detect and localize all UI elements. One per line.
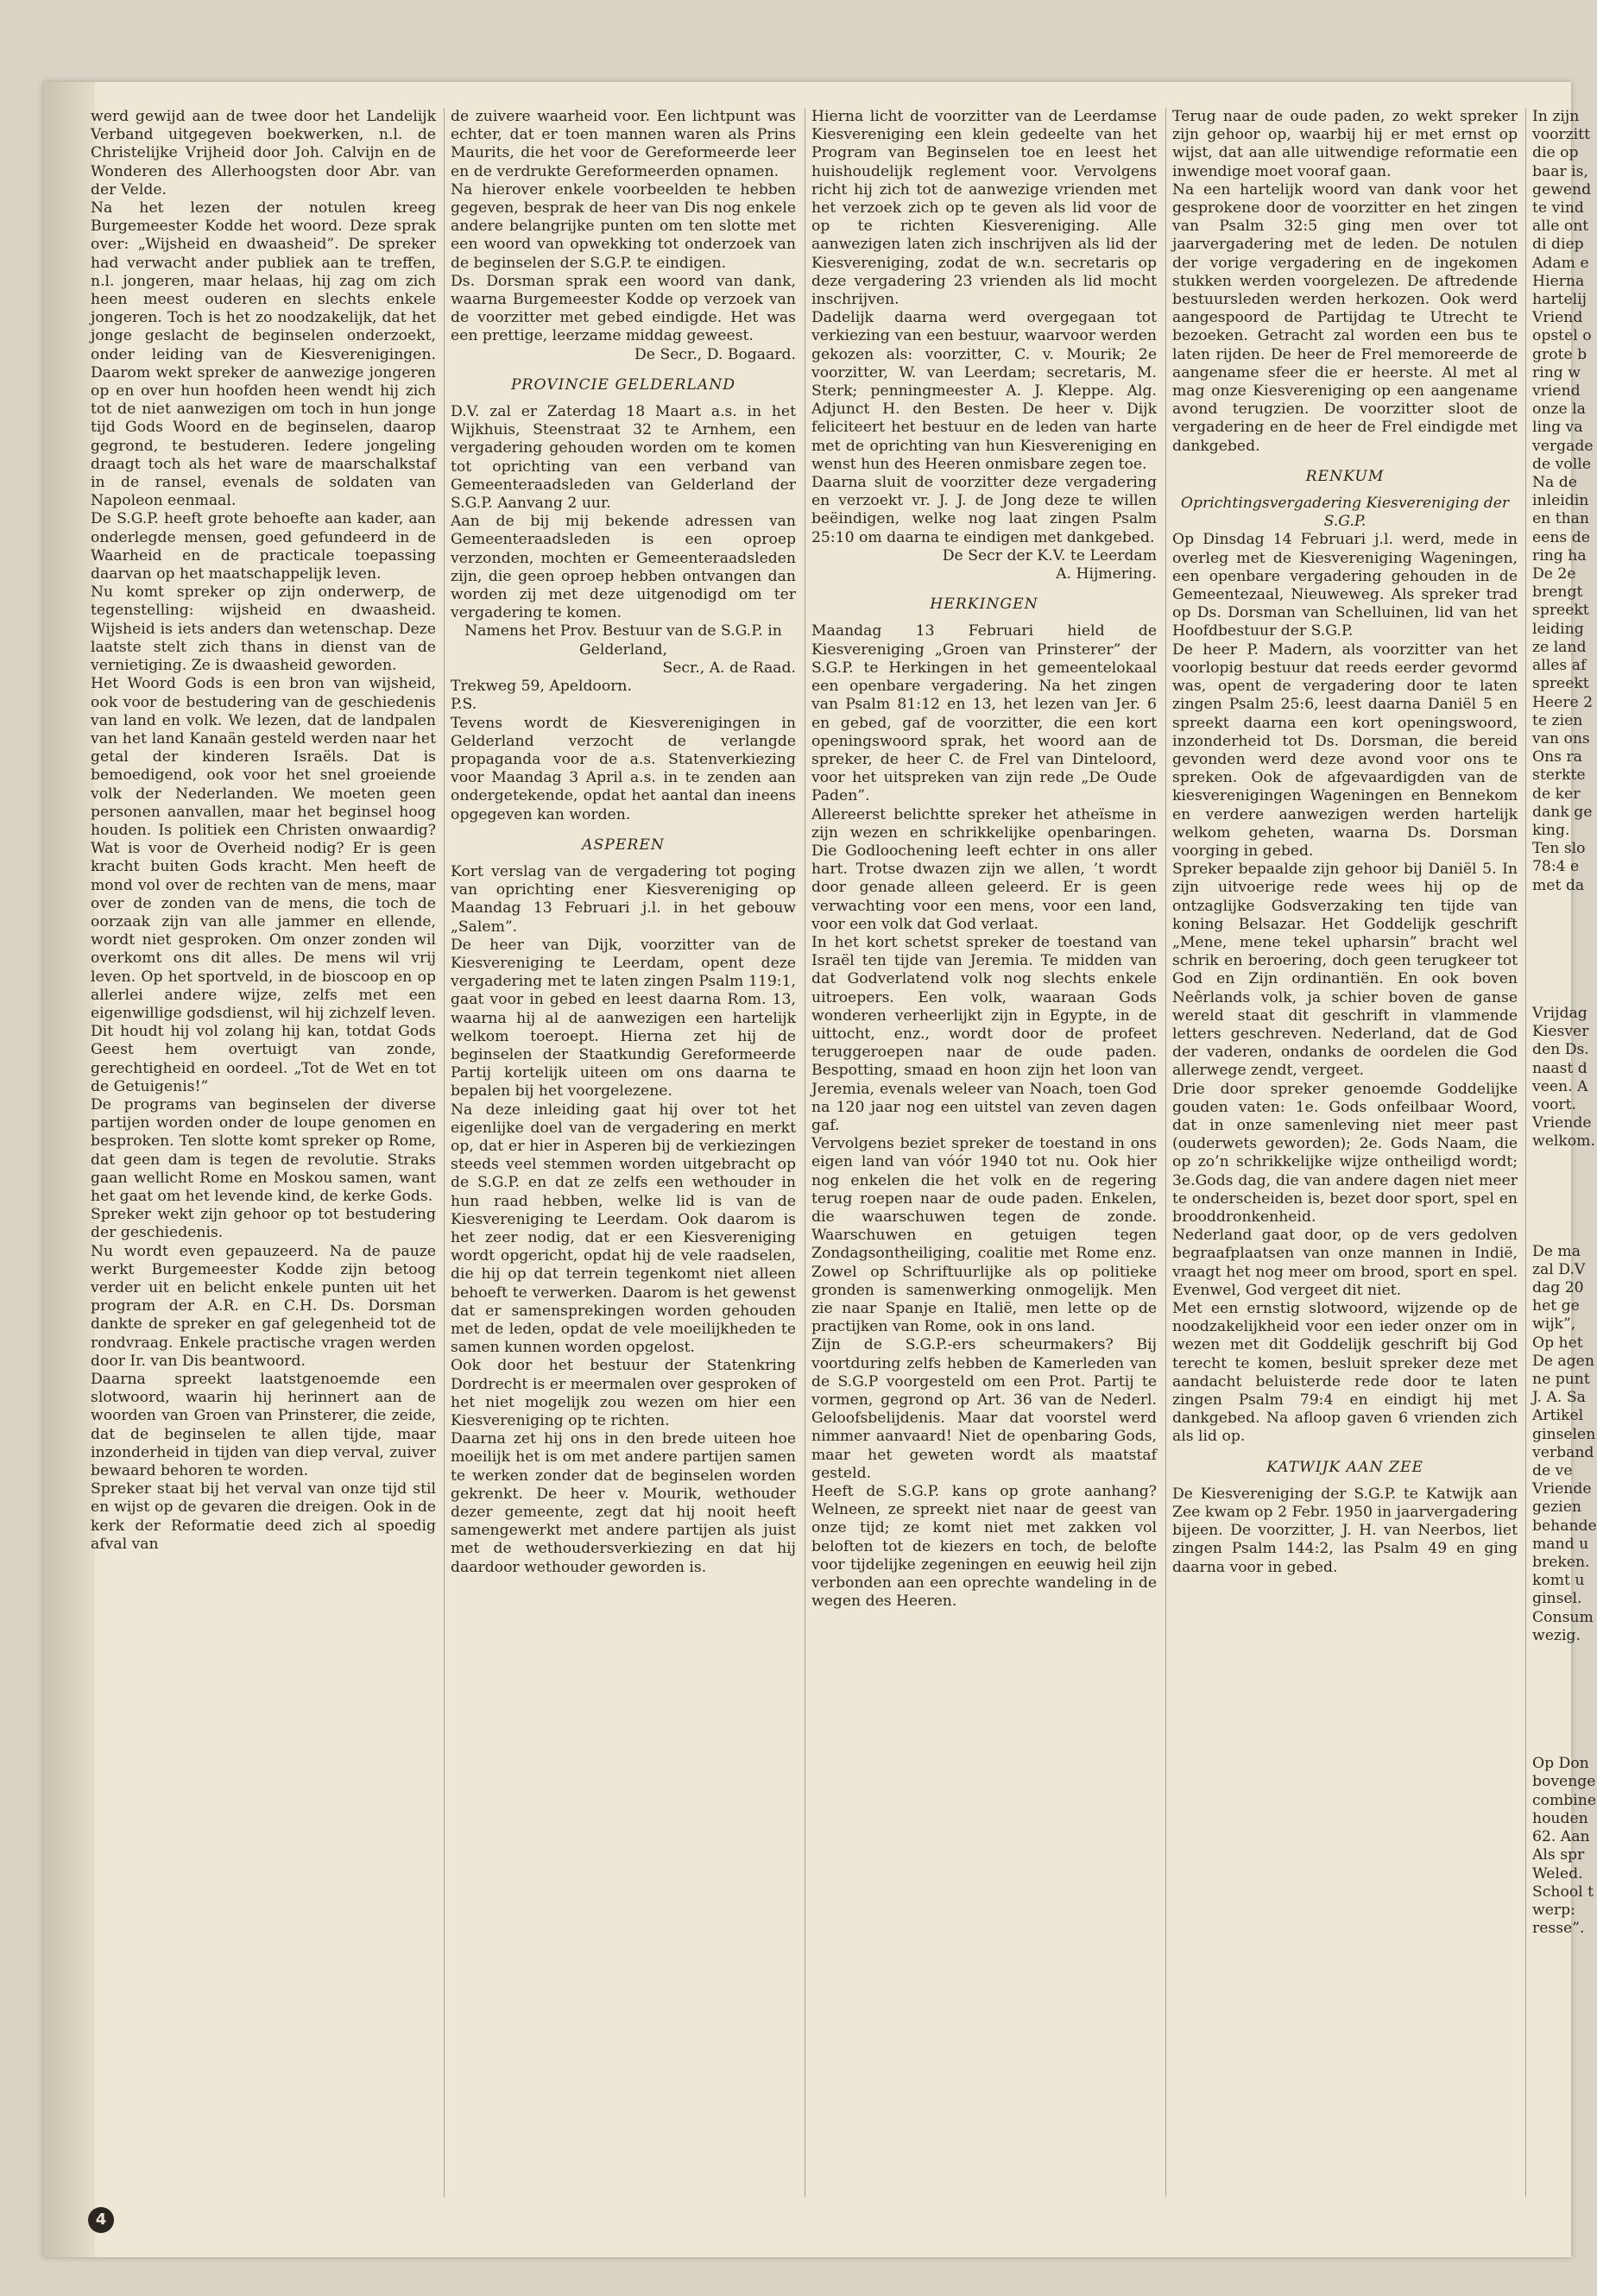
paragraph: Ook door het bestuur der Statenkring Dordrecht is er meermalen over gesproken of het niet mogelijk zou wezen om hier een Kiesvereniging op te richten. bbox=[451, 1357, 796, 1430]
clipped-line: naast d bbox=[1532, 1059, 1588, 1077]
column-2 bbox=[451, 108, 796, 2197]
clipped-line: De agen bbox=[1532, 1352, 1594, 1370]
clipped-line: gezien bbox=[1532, 1498, 1581, 1517]
clipped-line: 78:4 e bbox=[1532, 858, 1580, 876]
paragraph: Het Woord Gods is een bron van wijsheid, ook voor de bestudering van de geschiedenis van land en volk. We lezen, dat de landpalen van het land Kanaän gesteld werden naar het getal der kinderen Israëls. Dat is bemoedigend, ook voor het snel groeiende volk der Nederlanden. We moeten geen personen aanvallen, maar het beginsel hoog houden. Is politiek een Christen onwaardig? Wat is voor de Overheid nodig? Er is geen kracht buiten Gods kracht. Men heeft de mond vol over de rechten van de mens, maar over de zonden van de mens, die toch de oorzaak zijn van alle jammer en ellende, wordt niet gesproken. Om onzer zonden wil overkomt ons dit alles. De mens wil vrij leven. Op het sportveld, in de bioscoop en op allerlei andere wijze, zelfs met een eigenwillige godsdienst, wil hij zichzelf leven. Dit houdt hij vol zolang hij kan, totdat Gods Geest hem overtuigt van zonde, gerechtigheid en oordeel. „Tot de Wet en tot de Getuigenis!” bbox=[91, 675, 436, 1095]
clipped-line: Ons ra bbox=[1532, 748, 1582, 766]
clipped-line: ginsel. bbox=[1532, 1590, 1582, 1608]
clipped-line: spreekt bbox=[1532, 602, 1589, 620]
section-heading: RENKUM bbox=[1305, 467, 1385, 485]
signature: De Secr der K.V. te Leerdam bbox=[942, 546, 1157, 565]
clipped-line: Kiesver bbox=[1532, 1023, 1589, 1041]
clipped-line: Op het bbox=[1532, 1334, 1583, 1352]
clipped-line bbox=[1532, 1737, 1571, 1755]
clipped-line: ling va bbox=[1532, 419, 1583, 437]
postscript-label: P.S. bbox=[451, 696, 477, 714]
clipped-line: het ge bbox=[1532, 1297, 1580, 1315]
clipped-line: de ve bbox=[1532, 1462, 1573, 1480]
paragraph: Op Dinsdag 14 Februari j.l. werd, mede in overleg met de Kiesvereniging Wageningen, een openbare vergadering gehouden in de Gemeentezaal, Nieuweweg. Als spreker trad op Ds. Dorsman van Schelluinen, lid van het Hoofdbestuur der S.G.P. bbox=[1172, 531, 1518, 640]
column-rule bbox=[1165, 108, 1166, 2197]
column-3 bbox=[811, 108, 1157, 2197]
clipped-line: verband bbox=[1532, 1443, 1594, 1461]
address: Trekweg 59, Apeldoorn. bbox=[451, 678, 632, 696]
clipped-line: grote b bbox=[1532, 345, 1588, 363]
clipped-line: School t bbox=[1532, 1883, 1594, 1901]
column-5-clipped bbox=[1532, 108, 1597, 2197]
signature: De Secr., D. Bogaard. bbox=[634, 345, 796, 363]
clipped-line: sterkte bbox=[1532, 766, 1586, 785]
clipped-line: ginselen bbox=[1532, 1425, 1596, 1443]
clipped-line: eens de bbox=[1532, 528, 1590, 546]
clipped-line bbox=[1532, 1206, 1571, 1224]
paragraph: D.V. zal er Zaterdag 18 Maart a.s. in het Wijkhuis, Steenstraat 32 te Arnhem, een vergadering gehouden worden om te komen tot oprichting van een verband van Gemeenteraadsleden van Gelderland der S.G.P. Aanvang 2 uur. bbox=[451, 403, 796, 513]
clipped-line: mand u bbox=[1532, 1535, 1589, 1553]
paragraph: Daarna zet hij ons in den brede uiteen hoe moeilijk het is om met andere partijen samen te werken zonder dat de beginselen worden gekrenkt. De heer v. Mourik, wethouder dezer gemeente, zegt dat hij nooit heeft samengewerkt met andere partijen als juist met de wethoudersverkiezing en dat hij daardoor wethouder geworden is. bbox=[451, 1430, 796, 1576]
signature: Secr., A. de Raad. bbox=[662, 659, 796, 677]
signature: A. Hijmering. bbox=[1056, 565, 1157, 583]
clipped-line: komt u bbox=[1532, 1572, 1585, 1590]
clipped-line: De 2e bbox=[1532, 565, 1576, 583]
column-4 bbox=[1172, 108, 1518, 2197]
clipped-line bbox=[1532, 1224, 1571, 1242]
clipped-line: met da bbox=[1532, 876, 1585, 894]
paragraph: Met een ernstig slotwoord, wijzende op de noodzakelijkheid voor een ieder onzer om in wezen met dit Goddelijk geschrift bij God terecht te komen, besluit spreker deze met aandacht beluisterde rede door te laten zingen Psalm 79:4 en eindigt hij met dankgebed. Na afloop gaven 6 vrienden zich als lid op. bbox=[1172, 1300, 1518, 1446]
clipped-line: Artikel bbox=[1532, 1407, 1584, 1425]
clipped-line: In zijn bbox=[1532, 108, 1580, 125]
clipped-line: den Ds. bbox=[1532, 1041, 1589, 1059]
clipped-line bbox=[1532, 895, 1571, 913]
clipped-line: Vrijdag bbox=[1532, 1004, 1588, 1022]
clipped-line: de ker bbox=[1532, 785, 1581, 803]
newspaper-page bbox=[43, 82, 1597, 2257]
paragraph: Kort verslag van de vergadering tot poging van oprichting ener Kiesvereniging op Maandag 13 Februari j.l. in het gebouw „Salem”. bbox=[451, 862, 796, 936]
paragraph: Nederland gaat door, op de vers gedolven begraafplaatsen van onze mannen in Indië, vraagt het nog meer om brood, sport en spel. Evenwel, God vergeet dit niet. bbox=[1172, 1227, 1518, 1299]
clipped-line bbox=[1532, 1681, 1571, 1700]
clipped-line: Vriende bbox=[1532, 1480, 1592, 1498]
paragraph: Aan de bij mij bekende adressen van Gemeenteraadsleden is een oproep verzonden, mochten er Gemeenteraadsleden zijn, die geen oproep hebben ontvangen dan worden zij met deze uitgenodigd om ter vergadering te komen. bbox=[451, 513, 796, 622]
clipped-line bbox=[1532, 949, 1571, 968]
section-heading: ASPEREN bbox=[582, 836, 665, 854]
paragraph: Nu wordt even gepauzeerd. Na de pauze werkt Burgemeester Kodde zijn betoog verder uit en belicht enkele punten uit het program der A.R. en C.H. Ds. Dorsman dankte de spreker en gaf gelegenheid tot de rondvraag. Enkele practische vragen werden door Ir. van Dis beantwoord. bbox=[91, 1242, 436, 1370]
clipped-line: vergade bbox=[1532, 437, 1594, 455]
clipped-line: ring ha bbox=[1532, 546, 1587, 565]
paragraph: Terug naar de oude paden, zo wekt spreker zijn gehoor op, waarbij hij er met ernst op wijst, dat aan alle uitwendige reformatie een inwendige moet vooraf gaan. bbox=[1172, 108, 1518, 180]
paragraph: Zijn de S.G.P.-ers scheurmakers? Bij voortduring zelfs hebben de Kamerleden van de S.G.P voorgesteld om een Prot. Partij te vormen, gegrond op Art. 36 van de Nederl. Geloofsbelijdenis. Maar dat voorstel werd nimmer aanvaard! Niet de openbaring Gods, maar het geweten wordt als maatstaf gesteld. bbox=[811, 1336, 1157, 1482]
clipped-line: voorzitt bbox=[1532, 126, 1590, 144]
paragraph: Daarna spreekt laatstgenoemde een slotwoord, waarin hij herinnert aan de woorden van Groen van Prinsterer, die zeide, dat de beginselen te allen tijde, maar inzonderheid in tijden van diep verval, zuiver bewaard behoren te worden. bbox=[91, 1371, 436, 1480]
clipped-line: Vriend bbox=[1532, 309, 1583, 327]
paragraph: Spreker wekt zijn gehoor op tot bestudering der geschiedenis. bbox=[91, 1206, 436, 1242]
clipped-line: J. A. Sa bbox=[1532, 1389, 1586, 1407]
clipped-line: de volle bbox=[1532, 455, 1591, 473]
clipped-line: werp: bbox=[1532, 1901, 1575, 1919]
clipped-line: welkom. bbox=[1532, 1132, 1595, 1151]
paragraph: Vervolgens beziet spreker de toestand in ons eigen land van vóór 1940 tot nu. Ook hier nog enkelen die het volk en de regering terug roepen naar de oude paden. Enkelen, die waarschuwen tegen de zonde. Waarschuwen en getuigen tegen Zondagsontheiliging, coalitie met Rome enz. Zowel op Schriftuurlijke als op politieke gronden is samenwerking onmogelijk. Men zie naar Spanje en Italië, men lette op de practijken van Rome, ook in ons land. bbox=[811, 1135, 1157, 1336]
clipped-line: De ma bbox=[1532, 1242, 1581, 1260]
clipped-line: voort. bbox=[1532, 1095, 1576, 1113]
clipped-line bbox=[1532, 1151, 1571, 1170]
clipped-line: te zien bbox=[1532, 711, 1583, 729]
paragraph: Dadelijk daarna werd overgegaan tot verkiezing van een bestuur, waarvoor werden gekozen als: voorzitter, C. v. Mourik; 2e voorzitter, W. van Leerdam; secretaris, M. Sterk; penningmeester A. J. Kleppe. Alg. Adjunct H. den Besten. De heer v. Dijk feliciteert het bestuur en de leden van harte met de oprichting van hun Kiesvereniging en wenst hun des Heeren onmisbare zegen toe. bbox=[811, 309, 1157, 473]
clipped-line: king. bbox=[1532, 821, 1570, 839]
section-heading: PROVINCIE GELDERLAND bbox=[510, 375, 736, 394]
clipped-line: Na de bbox=[1532, 474, 1577, 492]
clipped-line: alle ont bbox=[1532, 218, 1589, 236]
clipped-line: onze la bbox=[1532, 401, 1586, 419]
clipped-line: houden bbox=[1532, 1809, 1588, 1827]
clipped-line: hartelij bbox=[1532, 291, 1587, 309]
clipped-line: Ten slo bbox=[1532, 840, 1586, 858]
paragraph: Na een hartelijk woord van dank voor het gesprokene door de voorzitter en het zingen van Psalm 32:5 ging men over tot jaarvergadering met de leden. De notulen der vorige vergadering en de ingekomen stukken werden voorgelezen. De aftredende bestuursleden werden herkozen. Ook werd aangespoord de Partijdag te Utrecht te bezoeken. Getracht zal worden een bus te laten rijden. De heer de Frel memoreerde de aangename sfeer die er heerste. Al met al mag onze Kiesvereniging op een aangename avond terugzien. De voorzitter sloot de vergadering en de heer de Frel eindigde met dankgebed. bbox=[1172, 180, 1518, 455]
paragraph: werd gewijd aan de twee door het Landelijk Verband uitgegeven boekwerken, n.l. de Christelijke Vrijheid door Joh. Calvijn en de Wonderen des Allerhoogsten door Abr. van der Velde. bbox=[91, 108, 436, 199]
paragraph: Na het lezen der notulen kreeg Burgemeester Kodde het woord. Deze sprak over: „Wijsheid en dwaasheid”. De spreker had verwacht ander publiek aan te treffen, n.l. jongeren, maar helaas, hij zag om zich heen meest ouderen en slechts enkele jongeren. Toch is het zo noodzakelijk, dat het jonge geslacht de beginselen onderzoekt, onder leiding van de Kiesverenigingen. Daarom wekt spreker de aanwezige jongeren op en over hun hoofden heen wendt hij zich tot de niet aanwezigen om toch in hun jonge tijd Gods Woord en de beginselen, daarop gegrond, te bestuderen. Iedere jongeling draagt toch als het ware de maarschalkstaf in de ransel, evenals de soldaten van Napoleon eenmaal. bbox=[91, 199, 436, 510]
column-rule bbox=[1525, 108, 1526, 2197]
clipped-line: Hierna bbox=[1532, 272, 1585, 290]
clipped-line: ring w bbox=[1532, 363, 1581, 382]
clipped-line: en than bbox=[1532, 510, 1589, 528]
paragraph: Na deze inleiding gaat hij over tot het eigenlijke doel van de vergadering en merkt op, dat er hier in Asperen bij de verkiezingen steeds veel stemmen worden uitgebracht op de S.G.P. en dat ze zelfs een wethouder in hun raad hebben, welke lid is van de Kiesvereniging te Leerdam. Ook daarom is het zeer nodig, dat er een Kiesvereniging wordt opgericht, opdat hij de vele raadselen, die hij op dat terrein tegenkomt niet alleen behoeft te verwerken. Daarom is het gewenst dat er samensprekingen worden gehouden met de leden, opdat de vele moeilijkheden te samen kunnen worden opgelost. bbox=[451, 1101, 796, 1357]
clipped-line bbox=[1532, 1645, 1571, 1663]
clipped-line: leiding bbox=[1532, 620, 1584, 638]
clipped-line bbox=[1532, 1663, 1571, 1681]
clipped-line: spreekt bbox=[1532, 675, 1589, 693]
clipped-line: Adam e bbox=[1532, 254, 1589, 272]
paragraph: Spreker staat bij het verval van onze tijd stil en wijst op de gevaren die dreigen. Ook in de kerk der Reformatie deed zich al spoedig afval van bbox=[91, 1480, 436, 1553]
paragraph: de zuivere waarheid voor. Een lichtpunt was echter, dat er toen mannen waren als Prins Maurits, die het voor de Gereformeerde leer en de verdrukte Gereformeerden opnamen. bbox=[451, 108, 796, 180]
paragraph: Allereerst belichtte spreker het atheïsme in zijn wezen en schrikkelijke openbaringen. Die Godloochening leeft echter in ons aller hart. Trotse dwazen zijn we allen, ’t wordt door genade alleen geleerd. Er is geen verwachting voor een mens, voor een land, voor een volk dat God verlaat. bbox=[811, 805, 1157, 933]
section-subheading: Oprichtingsvergadering Kiesvereniging der S.G.P. bbox=[1180, 495, 1510, 531]
paragraph: De S.G.P. heeft grote behoefte aan kader, aan onderlegde mensen, goed gefundeerd in de Waarheid en de practicale toepassing daarvan op het maatschappelijk leven. bbox=[91, 510, 436, 583]
paragraph: De Kiesvereniging der S.G.P. te Katwijk aan Zee kwam op 2 Febr. 1950 in jaarvergadering bijeen. De voorzitter, J. H. van Neerbos, liet zingen Psalm 144:2, las Psalm 49 en ging daarna voor in gebed. bbox=[1172, 1485, 1518, 1576]
clipped-line: opstel o bbox=[1532, 327, 1592, 345]
page-spine-shadow bbox=[43, 82, 95, 2257]
clipped-line bbox=[1532, 913, 1571, 931]
paragraph: Nu komt spreker op zijn onderwerp, de tegenstelling: wijsheid en dwaasheid. Wijsheid is iets anders dan wetenschap. Deze laatste stelt zich thans in dienst van de vernietiging. Ze is dwaasheid geworden. bbox=[91, 583, 436, 675]
clipped-line: inleidin bbox=[1532, 492, 1589, 510]
clipped-line: veen. A bbox=[1532, 1077, 1588, 1095]
clipped-line: baar is, bbox=[1532, 162, 1588, 180]
paragraph: Daarna sluit de voorzitter deze vergadering en verzoekt vr. J. J. de Jong deze te willen beëindigen, welke nog laat zingen Psalm 25:10 om daarna te eindigen met dankgebed. bbox=[811, 474, 1157, 546]
clipped-line: Weled. bbox=[1532, 1864, 1583, 1883]
clipped-line bbox=[1532, 1700, 1571, 1719]
paragraph: In het kort schetst spreker de toestand van Israël ten tijde van Jeremia. Te midden van dat Godverlatend volk nog slechts enkele uitroepers. Een volk, waaraan Gods wonderen verheerlijkt zijn in Egypte, in de uittocht, enz., wordt door de profeet teruggeroepen naar de oude paden. Bespotting, smaad en hoon zijn het loon van Jeremia, evenals weleer van Noach, toen God na 120 jaar nog een uitstel van zeven dagen gaf. bbox=[811, 933, 1157, 1134]
clipped-line: resse”. bbox=[1532, 1920, 1585, 1938]
clipped-line: te vind bbox=[1532, 199, 1584, 218]
clipped-line bbox=[1532, 1188, 1571, 1206]
clipped-line: dag 20 bbox=[1532, 1279, 1584, 1296]
clipped-line: brengt bbox=[1532, 583, 1583, 602]
paragraph: Maandag 13 Februari hield de Kiesvereniging „Groen van Prinsterer” der S.G.P. te Herkingen in het gemeentelokaal een openbare vergadering. Na het zingen van Psalm 81:12 en 13, het lezen van Jer. 6 en gebed, gaf de voorzitter, die een kort openingswoord sprak, het woord aan de spreker, de heer C. de Frel van Dinteloord, voor het uitspreken van zijn rede „De Oude Paden”. bbox=[811, 622, 1157, 805]
signature: Namens het Prov. Bestuur van de S.G.P. in Gelderland, bbox=[464, 622, 782, 659]
column-1 bbox=[91, 108, 436, 2197]
paragraph: Drie door spreker genoemde Goddelijke gouden vaten: 1e. Gods onfeilbaar Woord, dat in onze samenleving niet meer past (ouderwets geworden); 2e. Gods Naam, die op zo’n schrikkelijke wijze ontheiligd wordt; 3e.Gods dag, die van andere dagen niet meer te onderscheiden is, bezet door sport, spel en brooddronkenheid. bbox=[1172, 1080, 1518, 1226]
paragraph: De heer van Dijk, voorzitter van de Kiesvereniging te Leerdam, opent deze vergadering met te laten zingen Psalm 119:1, gaat voor in gebed en leest daarna Rom. 13, waarna hij al de aanwezigen een hartelijk welkom toeroept. Hierna zet hij de beginselen der Staatkundig Gereformeerde Partij kortelijk uiteen om ons daarna te bepalen bij het voorgelezene. bbox=[451, 936, 796, 1101]
clipped-line: wezig. bbox=[1532, 1626, 1581, 1644]
paragraph: Hierna licht de voorzitter van de Leerdamse Kiesvereniging een klein gedeelte van het Program van Beginselen toe en leest het huishoudelijk reglement voor. Vervolgens richt hij zich tot de aanwezige vrienden met het verzoek zich op te geven als lid voor de op te richten Kiesvereniging. Alle aanwezigen laten zich inschrijven als lid der Kiesvereniging, zodat de w.n. secretaris op deze vergadering 23 vrienden als lid mocht inschrijven. bbox=[811, 108, 1157, 309]
clipped-line: Vriende bbox=[1532, 1114, 1592, 1132]
clipped-line: bovenge bbox=[1532, 1773, 1596, 1791]
clipped-line bbox=[1532, 968, 1571, 987]
clipped-line: vriend bbox=[1532, 382, 1581, 401]
clipped-line: Op Don bbox=[1532, 1755, 1589, 1773]
column-rule bbox=[444, 108, 445, 2197]
clipped-line bbox=[1532, 1170, 1571, 1188]
clipped-line: gewend bbox=[1532, 180, 1592, 199]
clipped-line: di diep bbox=[1532, 236, 1584, 254]
clipped-line: wijk”, bbox=[1532, 1315, 1576, 1334]
clipped-line: Heere 2 bbox=[1532, 693, 1594, 711]
clipped-line: dank ge bbox=[1532, 803, 1593, 821]
clipped-line: combine bbox=[1532, 1791, 1597, 1809]
paragraph: Heeft de S.G.P. kans op grote aanhang? Welneen, ze spreekt niet naar de geest van onze tijd; ze komt niet met zakken vol beloften tot de kiezers en toch, de belofte voor tijdelijke zegeningen en eeuwig heil zijn verbonden aan een oprechte wandeling in de wegen des Heeren. bbox=[811, 1483, 1157, 1611]
clipped-line: alles af bbox=[1532, 657, 1587, 675]
clipped-line: zal D.V bbox=[1532, 1260, 1586, 1278]
clipped-line bbox=[1532, 1719, 1571, 1737]
paragraph: De heer P. Madern, als voorzitter van het voorlopig bestuur dat reeds eerder gevormd was, opent de vergadering door te laten zingen Psalm 25:6, leest daarna Daniël 5 en spreekt daarna een kort openingswoord, inzonderheid tot Ds. Dorsman, die bereid gevonden werd deze avond voor ons te spreken. Ook de afgevaardigden van de kiesverenigingen Wageningen en Bennekom en verdere aanwezigen werden hartelijk welkom geheten, waarna Ds. Dorsman voorging in gebed. bbox=[1172, 640, 1518, 860]
clipped-line: Als spr bbox=[1532, 1846, 1585, 1864]
section-heading: KATWIJK AAN ZEE bbox=[1266, 1458, 1424, 1476]
paragraph: Tevens wordt de Kiesverenigingen in Gelderland verzocht de verlangde propaganda voor de a.s. Statenverkiezing voor Maandag 3 April a.s. in te zenden aan ondergetekende, opdat het aantal dan ineens opgegeven kan worden. bbox=[451, 714, 796, 823]
paragraph: Spreker bepaalde zijn gehoor bij Daniël 5. In zijn uitvoerige rede wees hij op de ontzaglijke Godsverzaking ten tijde van koning Belsazar. Het Goddelijk geschrift „Mene, mene tekel upharsin” bracht wel schrik en beroering, doch geen terugkeer tot God en Zijn ordinantiën. En ook boven Neêrlands volk, ja schier boven de ganse wereld staat dit geschrift in vlammende letters geschreven. Nederland, dat de God der vaderen, ondanks de oordelen die God allerwege zendt, vergeet. bbox=[1172, 861, 1518, 1080]
clipped-line: ne punt bbox=[1532, 1371, 1590, 1389]
clipped-line: ze land bbox=[1532, 638, 1587, 656]
clipped-line: behande bbox=[1532, 1517, 1597, 1535]
clipped-line: breken. bbox=[1532, 1554, 1590, 1572]
clipped-line: 62. Aan bbox=[1532, 1828, 1590, 1846]
paragraph: Na hierover enkele voorbeelden te hebben gegeven, besprak de heer van Dis nog enkele andere belangrijke punten om ten slotte met een woord van opwekking tot onderzoek van de beginselen der S.G.P. te eindigen. bbox=[451, 180, 796, 272]
clipped-line: van ons bbox=[1532, 729, 1590, 747]
paragraph: Ds. Dorsman sprak een woord van dank, waarna Burgemeester Kodde op verzoek van de voorzitter met gebed eindigde. Het was een prettige, leerzame middag geweest. bbox=[451, 272, 796, 345]
clipped-line bbox=[1532, 987, 1571, 1005]
clipped-line: die op bbox=[1532, 144, 1579, 162]
section-heading: HERKINGEN bbox=[930, 596, 1038, 614]
page-number-badge: 4 bbox=[88, 2207, 114, 2233]
paragraph: De programs van beginselen der diverse partijen worden onder de loupe genomen en besproken. Ten slotte komt spreker op Rome, dat geen dam is tegen de revolutie. Straks gaan wellicht Rome en Moskou samen, want het gaat om het levende kind, de kerke Gods. bbox=[91, 1095, 436, 1205]
clipped-line bbox=[1532, 931, 1571, 949]
clipped-line: Consum bbox=[1532, 1608, 1594, 1626]
